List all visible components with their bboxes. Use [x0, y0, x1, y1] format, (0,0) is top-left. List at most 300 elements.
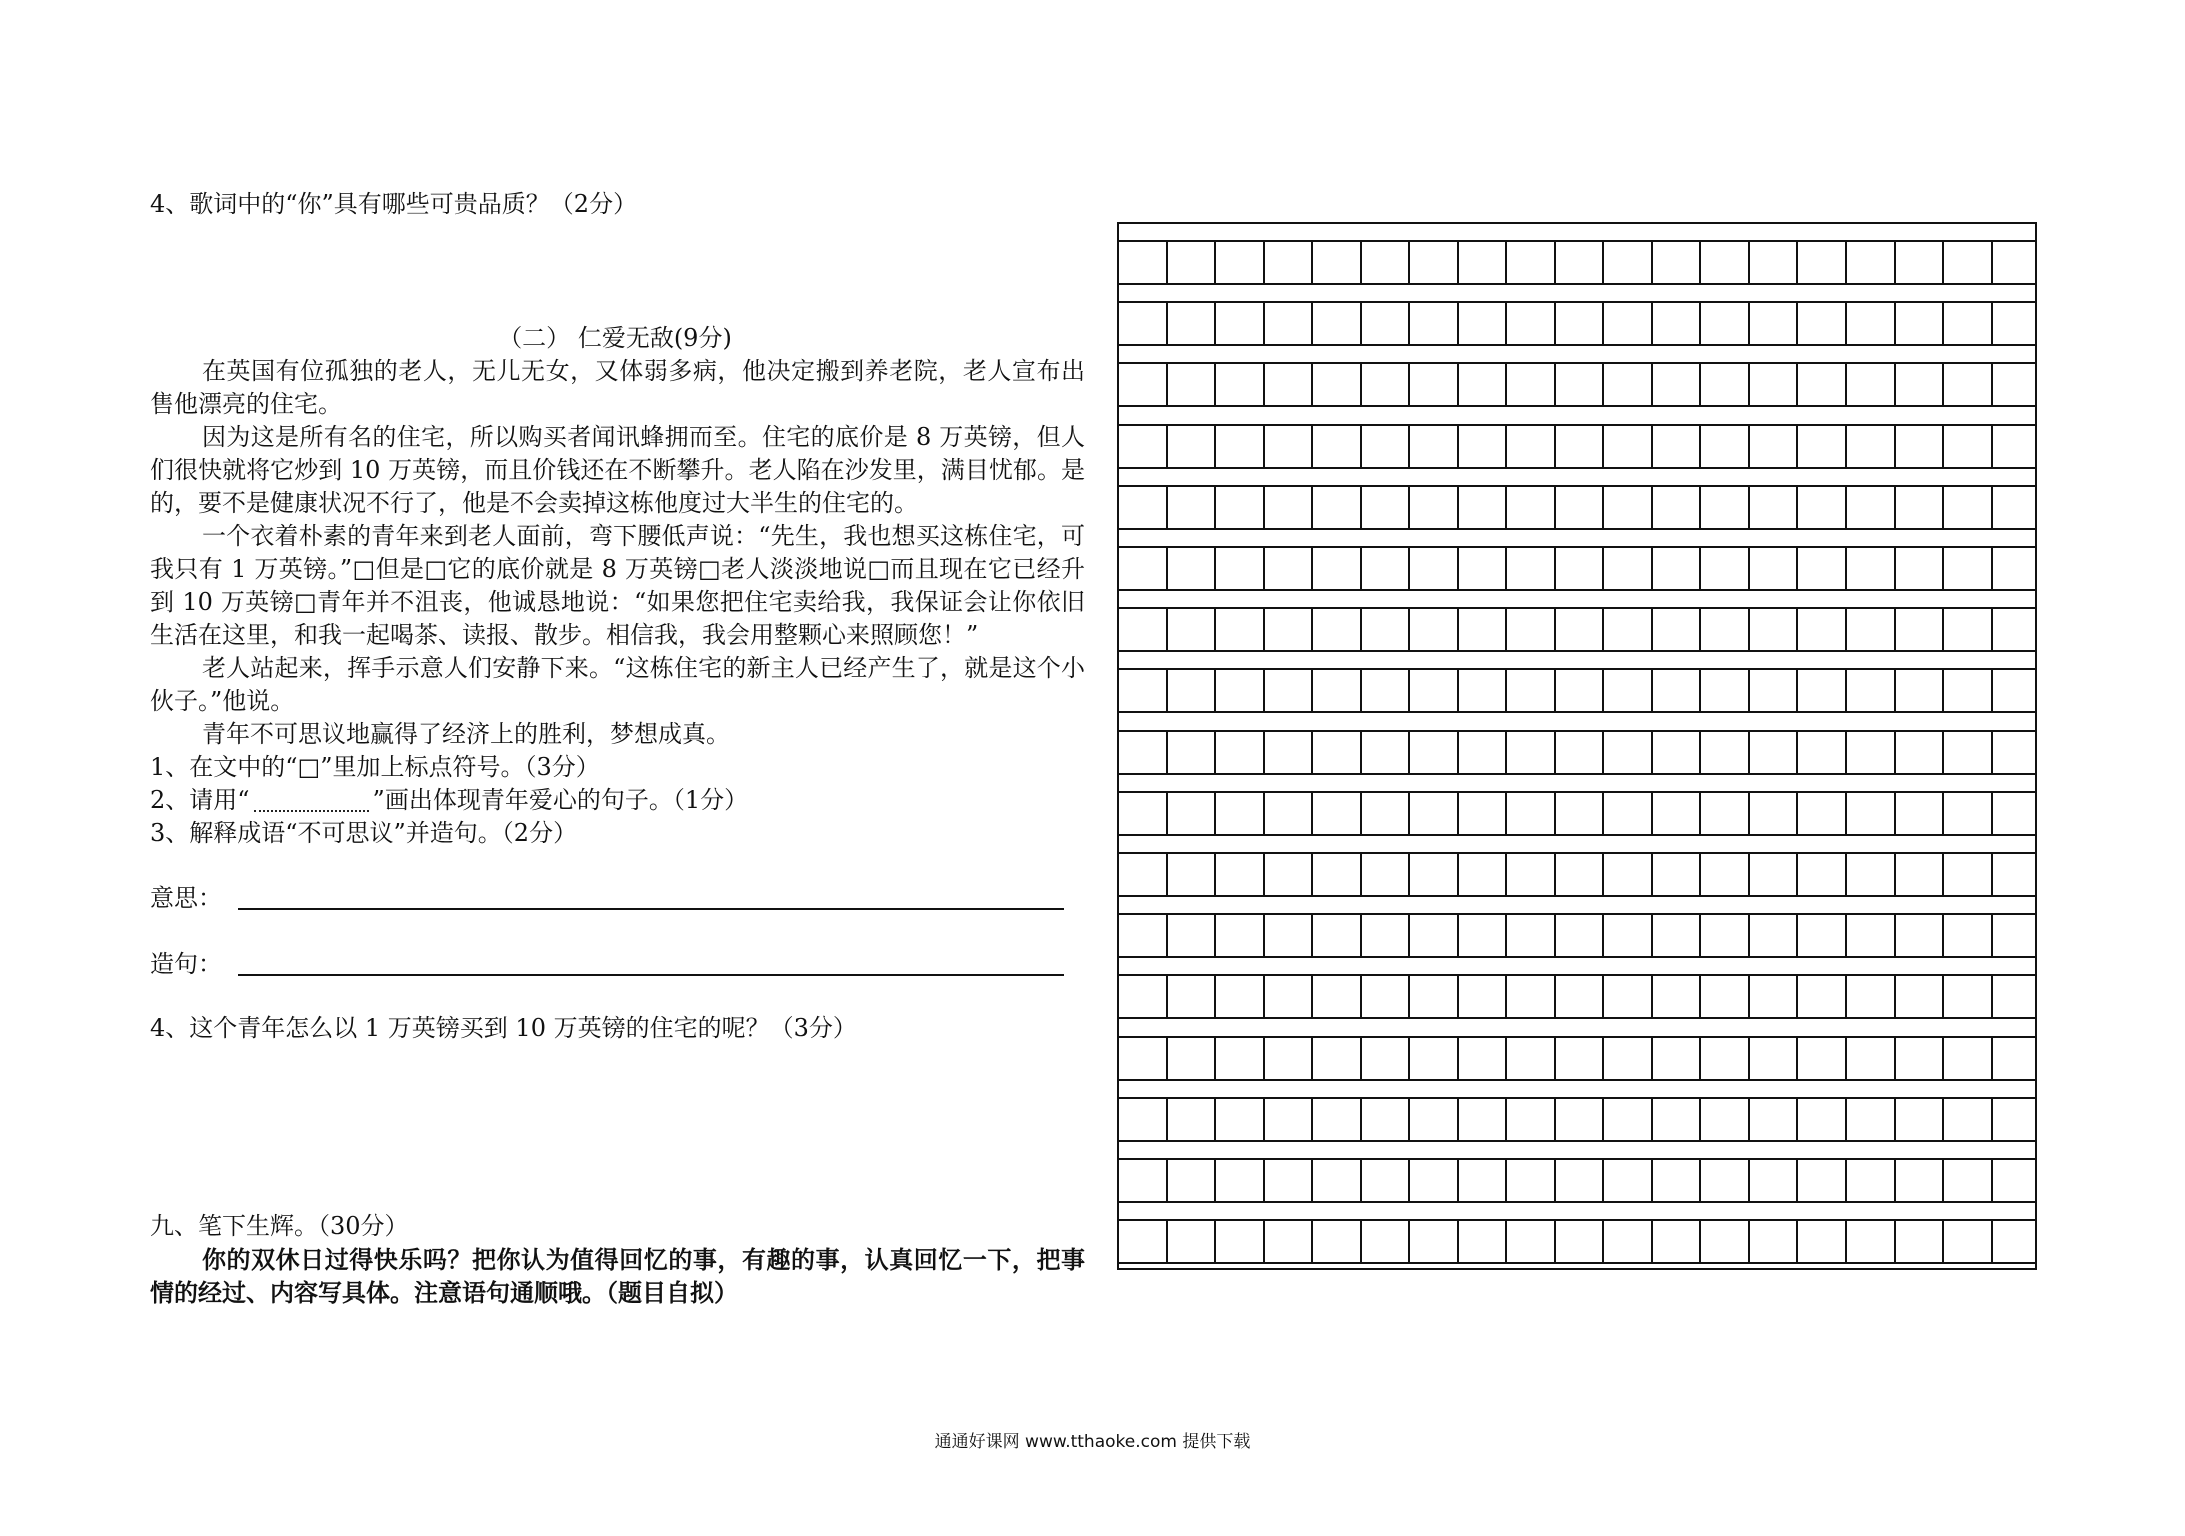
grid-cell[interactable] — [1701, 487, 1750, 528]
grid-cell[interactable] — [1556, 793, 1605, 834]
grid-cell[interactable] — [1993, 548, 2040, 589]
grid-cell[interactable] — [1362, 1160, 1411, 1201]
grid-cell[interactable] — [1701, 242, 1750, 283]
grid-cell[interactable] — [1993, 976, 2040, 1017]
grid-cell[interactable] — [1216, 976, 1265, 1017]
grid-cell[interactable] — [1847, 976, 1896, 1017]
grid-cell[interactable] — [1993, 1221, 2040, 1262]
grid-cell[interactable] — [1119, 793, 1168, 834]
grid-cell[interactable] — [1410, 976, 1459, 1017]
grid-cell[interactable] — [1798, 854, 1847, 895]
sentence-answer-line[interactable] — [238, 974, 1064, 976]
grid-cell[interactable] — [1459, 1038, 1508, 1079]
grid-cell[interactable] — [1701, 426, 1750, 467]
grid-cell[interactable] — [1313, 487, 1362, 528]
grid-cell[interactable] — [1410, 303, 1459, 344]
grid-cell[interactable] — [1896, 242, 1945, 283]
grid-cell[interactable] — [1507, 915, 1556, 956]
grid-cell[interactable] — [1944, 242, 1993, 283]
grid-cell[interactable] — [1119, 1160, 1168, 1201]
grid-cell[interactable] — [1653, 609, 1702, 650]
grid-cell[interactable] — [1604, 670, 1653, 711]
grid-cell[interactable] — [1168, 1099, 1217, 1140]
grid-cell[interactable] — [1604, 426, 1653, 467]
grid-cell[interactable] — [1847, 303, 1896, 344]
grid-cell[interactable] — [1362, 364, 1411, 405]
grid-cell[interactable] — [1847, 487, 1896, 528]
grid-cell[interactable] — [1313, 1038, 1362, 1079]
grid-cell[interactable] — [1216, 364, 1265, 405]
grid-cell[interactable] — [1459, 915, 1508, 956]
grid-cell[interactable] — [1119, 548, 1168, 589]
grid-cell[interactable] — [1459, 854, 1508, 895]
grid-cell[interactable] — [1701, 1099, 1750, 1140]
grid-cell[interactable] — [1410, 487, 1459, 528]
grid-cell[interactable] — [1701, 670, 1750, 711]
grid-cell[interactable] — [1265, 364, 1314, 405]
grid-cell[interactable] — [1944, 426, 1993, 467]
grid-cell[interactable] — [1604, 915, 1653, 956]
grid-cell[interactable] — [1459, 793, 1508, 834]
grid-cell[interactable] — [1798, 1038, 1847, 1079]
grid-cell[interactable] — [1604, 609, 1653, 650]
grid-cell[interactable] — [1216, 915, 1265, 956]
grid-cell[interactable] — [1701, 976, 1750, 1017]
grid-cell[interactable] — [1701, 548, 1750, 589]
grid-cell[interactable] — [1798, 1160, 1847, 1201]
grid-cell[interactable] — [1362, 1038, 1411, 1079]
grid-cell[interactable] — [1701, 1221, 1750, 1262]
grid-cell[interactable] — [1119, 487, 1168, 528]
grid-cell[interactable] — [1168, 548, 1217, 589]
grid-cell[interactable] — [1556, 1099, 1605, 1140]
grid-cell[interactable] — [1362, 854, 1411, 895]
grid-cell[interactable] — [1798, 793, 1847, 834]
grid-cell[interactable] — [1896, 364, 1945, 405]
grid-cell[interactable] — [1410, 1099, 1459, 1140]
grid-cell[interactable] — [1701, 303, 1750, 344]
grid-cell[interactable] — [1604, 548, 1653, 589]
grid-cell[interactable] — [1362, 915, 1411, 956]
grid-cell[interactable] — [1119, 1221, 1168, 1262]
grid-cell[interactable] — [1701, 609, 1750, 650]
grid-cell[interactable] — [1701, 793, 1750, 834]
grid-cell[interactable] — [1362, 303, 1411, 344]
grid-cell[interactable] — [1216, 1099, 1265, 1140]
grid-cell[interactable] — [1750, 793, 1799, 834]
grid-cell[interactable] — [1604, 732, 1653, 773]
grid-cell[interactable] — [1604, 487, 1653, 528]
grid-cell[interactable] — [1750, 1038, 1799, 1079]
grid-cell[interactable] — [1459, 303, 1508, 344]
grid-cell[interactable] — [1604, 976, 1653, 1017]
grid-cell[interactable] — [1847, 854, 1896, 895]
grid-cell[interactable] — [1993, 732, 2040, 773]
grid-cell[interactable] — [1410, 854, 1459, 895]
grid-cell[interactable] — [1896, 732, 1945, 773]
grid-cell[interactable] — [1507, 1038, 1556, 1079]
grid-cell[interactable] — [1653, 548, 1702, 589]
grid-cell[interactable] — [1556, 609, 1605, 650]
grid-cell[interactable] — [1556, 242, 1605, 283]
grid-cell[interactable] — [1556, 1038, 1605, 1079]
grid-cell[interactable] — [1362, 242, 1411, 283]
grid-cell[interactable] — [1896, 976, 1945, 1017]
grid-cell[interactable] — [1507, 609, 1556, 650]
grid-cell[interactable] — [1896, 915, 1945, 956]
grid-cell[interactable] — [1410, 1160, 1459, 1201]
grid-cell[interactable] — [1507, 426, 1556, 467]
grid-cell[interactable] — [1798, 1221, 1847, 1262]
grid-cell[interactable] — [1750, 670, 1799, 711]
grid-cell[interactable] — [1362, 1221, 1411, 1262]
grid-cell[interactable] — [1507, 242, 1556, 283]
grid-cell[interactable] — [1507, 976, 1556, 1017]
grid-cell[interactable] — [1313, 670, 1362, 711]
grid-cell[interactable] — [1604, 242, 1653, 283]
grid-cell[interactable] — [1604, 793, 1653, 834]
grid-cell[interactable] — [1993, 1160, 2040, 1201]
grid-cell[interactable] — [1459, 426, 1508, 467]
grid-cell[interactable] — [1362, 976, 1411, 1017]
grid-cell[interactable] — [1265, 854, 1314, 895]
grid-cell[interactable] — [1313, 854, 1362, 895]
grid-cell[interactable] — [1410, 793, 1459, 834]
grid-cell[interactable] — [1896, 1160, 1945, 1201]
grid-cell[interactable] — [1459, 976, 1508, 1017]
grid-cell[interactable] — [1701, 1160, 1750, 1201]
grid-cell[interactable] — [1896, 1038, 1945, 1079]
grid-cell[interactable] — [1168, 1221, 1217, 1262]
grid-cell[interactable] — [1798, 1099, 1847, 1140]
grid-cell[interactable] — [1701, 732, 1750, 773]
grid-cell[interactable] — [1168, 1160, 1217, 1201]
grid-cell[interactable] — [1653, 487, 1702, 528]
grid-cell[interactable] — [1798, 487, 1847, 528]
grid-cell[interactable] — [1750, 303, 1799, 344]
grid-cell[interactable] — [1265, 1221, 1314, 1262]
grid-cell[interactable] — [1556, 303, 1605, 344]
grid-cell[interactable] — [1459, 1099, 1508, 1140]
grid-cell[interactable] — [1847, 732, 1896, 773]
grid-cell[interactable] — [1313, 1221, 1362, 1262]
grid-cell[interactable] — [1847, 548, 1896, 589]
grid-cell[interactable] — [1993, 793, 2040, 834]
grid-cell[interactable] — [1653, 242, 1702, 283]
grid-cell[interactable] — [1944, 1160, 1993, 1201]
grid-cell[interactable] — [1507, 303, 1556, 344]
grid-cell[interactable] — [1265, 793, 1314, 834]
grid-cell[interactable] — [1653, 670, 1702, 711]
grid-cell[interactable] — [1653, 1221, 1702, 1262]
grid-cell[interactable] — [1701, 854, 1750, 895]
grid-cell[interactable] — [1847, 1160, 1896, 1201]
grid-cell[interactable] — [1459, 548, 1508, 589]
grid-cell[interactable] — [1119, 1099, 1168, 1140]
grid-cell[interactable] — [1944, 548, 1993, 589]
grid-cell[interactable] — [1556, 976, 1605, 1017]
grid-cell[interactable] — [1362, 609, 1411, 650]
grid-cell[interactable] — [1313, 548, 1362, 589]
grid-cell[interactable] — [1313, 732, 1362, 773]
grid-cell[interactable] — [1410, 609, 1459, 650]
grid-cell[interactable] — [1265, 976, 1314, 1017]
grid-cell[interactable] — [1653, 915, 1702, 956]
grid-cell[interactable] — [1847, 609, 1896, 650]
grid-cell[interactable] — [1701, 915, 1750, 956]
grid-cell[interactable] — [1265, 426, 1314, 467]
grid-cell[interactable] — [1993, 426, 2040, 467]
grid-cell[interactable] — [1119, 303, 1168, 344]
grid-cell[interactable] — [1410, 548, 1459, 589]
grid-cell[interactable] — [1507, 1221, 1556, 1262]
grid-cell[interactable] — [1896, 303, 1945, 344]
grid-cell[interactable] — [1750, 609, 1799, 650]
grid-cell[interactable] — [1507, 1099, 1556, 1140]
grid-cell[interactable] — [1168, 1038, 1217, 1079]
grid-cell[interactable] — [1604, 854, 1653, 895]
grid-cell[interactable] — [1216, 609, 1265, 650]
grid-cell[interactable] — [1119, 854, 1168, 895]
grid-cell[interactable] — [1798, 915, 1847, 956]
grid-cell[interactable] — [1265, 303, 1314, 344]
grid-cell[interactable] — [1168, 303, 1217, 344]
grid-cell[interactable] — [1944, 303, 1993, 344]
grid-cell[interactable] — [1459, 609, 1508, 650]
grid-cell[interactable] — [1216, 426, 1265, 467]
grid-cell[interactable] — [1944, 364, 1993, 405]
grid-cell[interactable] — [1507, 548, 1556, 589]
grid-cell[interactable] — [1265, 548, 1314, 589]
grid-cell[interactable] — [1944, 1038, 1993, 1079]
grid-cell[interactable] — [1119, 364, 1168, 405]
grid-cell[interactable] — [1944, 1221, 1993, 1262]
grid-cell[interactable] — [1556, 487, 1605, 528]
grid-cell[interactable] — [1168, 793, 1217, 834]
grid-cell[interactable] — [1944, 1099, 1993, 1140]
grid-cell[interactable] — [1847, 915, 1896, 956]
grid-cell[interactable] — [1944, 854, 1993, 895]
grid-cell[interactable] — [1168, 364, 1217, 405]
grid-cell[interactable] — [1313, 242, 1362, 283]
grid-cell[interactable] — [1750, 1160, 1799, 1201]
grid-cell[interactable] — [1507, 1160, 1556, 1201]
grid-cell[interactable] — [1944, 793, 1993, 834]
grid-cell[interactable] — [1701, 1038, 1750, 1079]
grid-cell[interactable] — [1216, 303, 1265, 344]
grid-cell[interactable] — [1798, 732, 1847, 773]
grid-cell[interactable] — [1896, 1099, 1945, 1140]
grid-cell[interactable] — [1168, 854, 1217, 895]
grid-cell[interactable] — [1653, 426, 1702, 467]
grid-cell[interactable] — [1459, 732, 1508, 773]
grid-cell[interactable] — [1362, 487, 1411, 528]
grid-cell[interactable] — [1944, 976, 1993, 1017]
grid-cell[interactable] — [1944, 732, 1993, 773]
grid-cell[interactable] — [1750, 1221, 1799, 1262]
grid-cell[interactable] — [1507, 670, 1556, 711]
grid-cell[interactable] — [1653, 976, 1702, 1017]
grid-cell[interactable] — [1944, 609, 1993, 650]
grid-cell[interactable] — [1993, 609, 2040, 650]
grid-cell[interactable] — [1847, 1221, 1896, 1262]
grid-cell[interactable] — [1410, 364, 1459, 405]
grid-cell[interactable] — [1216, 242, 1265, 283]
grid-cell[interactable] — [1604, 1160, 1653, 1201]
grid-cell[interactable] — [1216, 732, 1265, 773]
grid-cell[interactable] — [1265, 1160, 1314, 1201]
grid-cell[interactable] — [1507, 487, 1556, 528]
grid-cell[interactable] — [1313, 976, 1362, 1017]
grid-cell[interactable] — [1410, 1038, 1459, 1079]
grid-cell[interactable] — [1362, 793, 1411, 834]
grid-cell[interactable] — [1362, 1099, 1411, 1140]
grid-cell[interactable] — [1362, 732, 1411, 773]
grid-cell[interactable] — [1168, 487, 1217, 528]
grid-cell[interactable] — [1459, 670, 1508, 711]
grid-cell[interactable] — [1216, 793, 1265, 834]
grid-cell[interactable] — [1896, 548, 1945, 589]
grid-cell[interactable] — [1750, 242, 1799, 283]
grid-cell[interactable] — [1604, 364, 1653, 405]
grid-cell[interactable] — [1847, 364, 1896, 405]
grid-cell[interactable] — [1216, 854, 1265, 895]
grid-cell[interactable] — [1507, 732, 1556, 773]
grid-cell[interactable] — [1653, 793, 1702, 834]
grid-cell[interactable] — [1265, 670, 1314, 711]
grid-cell[interactable] — [1168, 426, 1217, 467]
grid-cell[interactable] — [1993, 854, 2040, 895]
grid-cell[interactable] — [1313, 426, 1362, 467]
grid-cell[interactable] — [1362, 670, 1411, 711]
grid-cell[interactable] — [1119, 915, 1168, 956]
grid-cell[interactable] — [1265, 732, 1314, 773]
grid-cell[interactable] — [1896, 854, 1945, 895]
grid-cell[interactable] — [1265, 242, 1314, 283]
grid-cell[interactable] — [1168, 915, 1217, 956]
grid-cell[interactable] — [1410, 1221, 1459, 1262]
grid-cell[interactable] — [1410, 732, 1459, 773]
grid-cell[interactable] — [1119, 670, 1168, 711]
grid-cell[interactable] — [1701, 364, 1750, 405]
grid-cell[interactable] — [1896, 487, 1945, 528]
grid-cell[interactable] — [1993, 242, 2040, 283]
grid-cell[interactable] — [1216, 548, 1265, 589]
grid-cell[interactable] — [1556, 364, 1605, 405]
grid-cell[interactable] — [1459, 487, 1508, 528]
grid-cell[interactable] — [1119, 1038, 1168, 1079]
grid-cell[interactable] — [1993, 1099, 2040, 1140]
grid-cell[interactable] — [1168, 670, 1217, 711]
grid-cell[interactable] — [1119, 976, 1168, 1017]
grid-cell[interactable] — [1944, 670, 1993, 711]
grid-cell[interactable] — [1313, 915, 1362, 956]
grid-cell[interactable] — [1896, 426, 1945, 467]
grid-cell[interactable] — [1847, 242, 1896, 283]
grid-cell[interactable] — [1459, 1160, 1508, 1201]
grid-cell[interactable] — [1653, 854, 1702, 895]
grid-cell[interactable] — [1944, 487, 1993, 528]
grid-cell[interactable] — [1265, 915, 1314, 956]
grid-cell[interactable] — [1604, 303, 1653, 344]
grid-cell[interactable] — [1265, 1038, 1314, 1079]
grid-cell[interactable] — [1410, 670, 1459, 711]
grid-cell[interactable] — [1556, 426, 1605, 467]
grid-cell[interactable] — [1750, 548, 1799, 589]
grid-cell[interactable] — [1750, 364, 1799, 405]
grid-cell[interactable] — [1265, 1099, 1314, 1140]
grid-cell[interactable] — [1216, 487, 1265, 528]
grid-cell[interactable] — [1798, 242, 1847, 283]
grid-cell[interactable] — [1507, 364, 1556, 405]
grid-cell[interactable] — [1410, 242, 1459, 283]
grid-cell[interactable] — [1556, 670, 1605, 711]
grid-cell[interactable] — [1993, 303, 2040, 344]
composition-grid[interactable] — [1117, 222, 2039, 1274]
grid-cell[interactable] — [1653, 364, 1702, 405]
grid-cell[interactable] — [1119, 242, 1168, 283]
grid-cell[interactable] — [1847, 670, 1896, 711]
grid-cell[interactable] — [1265, 609, 1314, 650]
grid-cell[interactable] — [1653, 303, 1702, 344]
grid-cell[interactable] — [1750, 426, 1799, 467]
grid-cell[interactable] — [1216, 670, 1265, 711]
grid-cell[interactable] — [1896, 670, 1945, 711]
grid-cell[interactable] — [1750, 732, 1799, 773]
grid-cell[interactable] — [1750, 976, 1799, 1017]
grid-cell[interactable] — [1168, 732, 1217, 773]
grid-cell[interactable] — [1119, 609, 1168, 650]
grid-cell[interactable] — [1313, 609, 1362, 650]
grid-cell[interactable] — [1993, 1038, 2040, 1079]
grid-cell[interactable] — [1216, 1160, 1265, 1201]
grid-cell[interactable] — [1119, 426, 1168, 467]
grid-cell[interactable] — [1993, 915, 2040, 956]
grid-cell[interactable] — [1847, 1038, 1896, 1079]
grid-cell[interactable] — [1653, 732, 1702, 773]
grid-cell[interactable] — [1216, 1038, 1265, 1079]
grid-cell[interactable] — [1168, 609, 1217, 650]
grid-cell[interactable] — [1750, 854, 1799, 895]
grid-cell[interactable] — [1993, 670, 2040, 711]
grid-cell[interactable] — [1119, 732, 1168, 773]
grid-cell[interactable] — [1459, 242, 1508, 283]
grid-cell[interactable] — [1362, 426, 1411, 467]
grid-cell[interactable] — [1459, 364, 1508, 405]
grid-cell[interactable] — [1798, 303, 1847, 344]
grid-cell[interactable] — [1556, 1160, 1605, 1201]
grid-cell[interactable] — [1896, 793, 1945, 834]
grid-cell[interactable] — [1604, 1038, 1653, 1079]
grid-cell[interactable] — [1556, 548, 1605, 589]
grid-cell[interactable] — [1313, 1160, 1362, 1201]
grid-cell[interactable] — [1653, 1038, 1702, 1079]
grid-cell[interactable] — [1556, 854, 1605, 895]
grid-cell[interactable] — [1896, 609, 1945, 650]
grid-cell[interactable] — [1750, 1099, 1799, 1140]
grid-cell[interactable] — [1313, 793, 1362, 834]
grid-cell[interactable] — [1653, 1160, 1702, 1201]
grid-cell[interactable] — [1944, 915, 1993, 956]
grid-cell[interactable] — [1410, 426, 1459, 467]
grid-cell[interactable] — [1459, 1221, 1508, 1262]
meaning-answer-line[interactable] — [238, 908, 1064, 910]
grid-cell[interactable] — [1798, 548, 1847, 589]
grid-cell[interactable] — [1168, 242, 1217, 283]
grid-cell[interactable] — [1798, 976, 1847, 1017]
grid-cell[interactable] — [1556, 732, 1605, 773]
grid-cell[interactable] — [1896, 1221, 1945, 1262]
